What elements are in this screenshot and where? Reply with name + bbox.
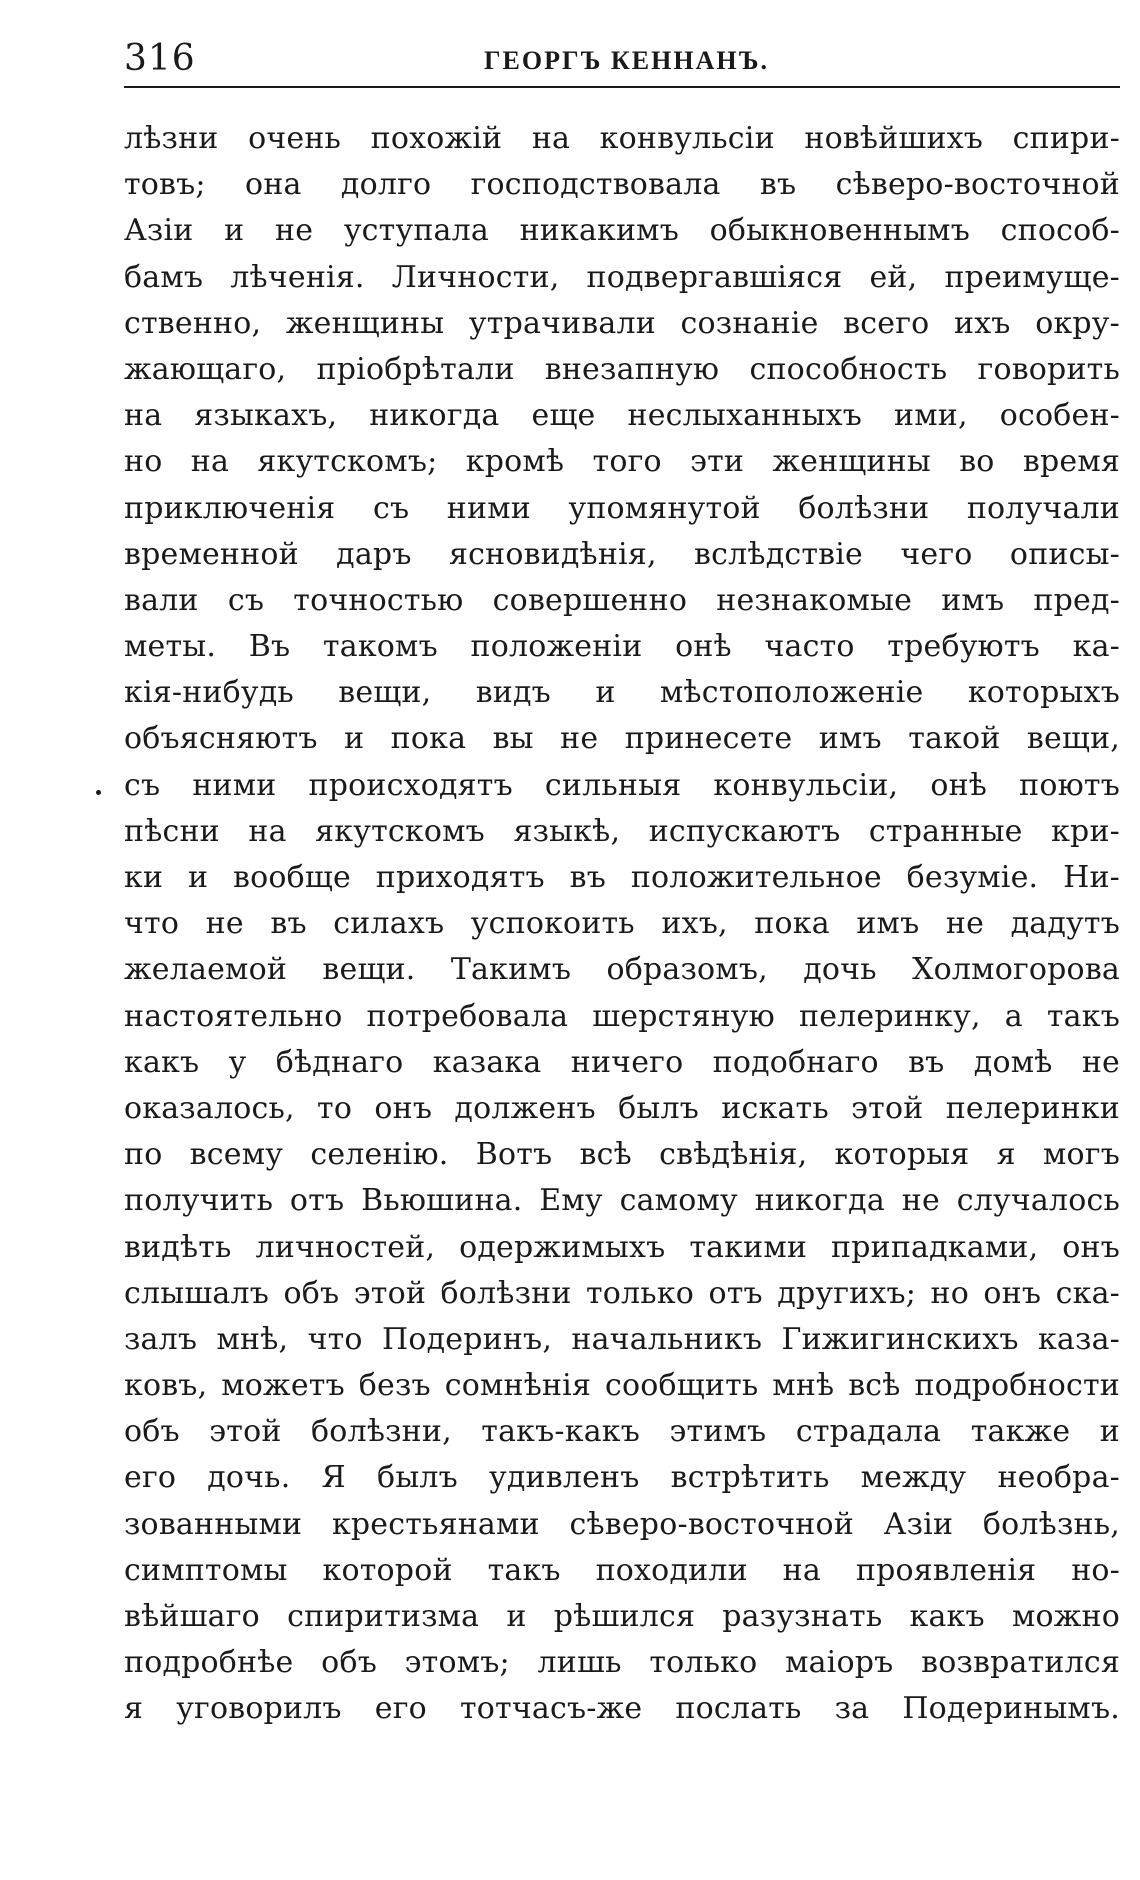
text-line: объ этой болѣзни, такъ-какъ этимъ страдала также и — [124, 1414, 1120, 1450]
text-line: симптомы которой такъ походили на проявленія но- — [124, 1552, 1120, 1588]
text-line: жающаго, пріобрѣтали внезапную способность говорить — [124, 351, 1120, 387]
text-line: по всему селенію. Вотъ всѣ свѣдѣнія, которыя я могъ — [124, 1137, 1120, 1173]
text-line: подробнѣе объ этомъ; лишь только маіоръ возвратился — [124, 1645, 1120, 1681]
text-line: лѣзни очень похожій на конвульсіи новѣйшихъ спири- — [124, 121, 1120, 156]
text-line: залъ мнѣ, что Подеринъ, начальникъ Гижигинскихъ каза- — [124, 1321, 1120, 1357]
text-line: приключенія съ ними упомянутой болѣзни получали — [124, 490, 1120, 526]
text-line: Азіи и не уступала никакимъ обыкновеннымъ способ- — [124, 213, 1120, 249]
text-line: зованными крестьянами сѣверо-восточной Азіи болѣзнь, — [124, 1506, 1120, 1542]
text-line: временной даръ ясновидѣнія, вслѣдствіе чего описы- — [124, 536, 1120, 572]
header-rule — [124, 86, 1120, 88]
text-line: кія-нибудь вещи, видъ и мѣстоположеніе которыхъ — [124, 675, 1120, 711]
text-line: что не въ силахъ успокоить ихъ, пока имъ не дадутъ — [124, 906, 1120, 942]
text-line: объясняютъ и пока вы не принесете имъ такой вещи, — [124, 721, 1120, 757]
page-number: 316 — [124, 38, 196, 79]
text-line: слышалъ объ этой болѣзни только отъ другихъ; но онъ ска- — [124, 1275, 1120, 1311]
text-line: какъ у бѣднаго казака ничего подобнаго въ домѣ не — [124, 1044, 1120, 1080]
text-line: желаемой вещи. Такимъ образомъ, дочь Холмогорова — [124, 952, 1120, 988]
text-line: пѣсни на якутскомъ языкѣ, испускаютъ странные кри- — [124, 813, 1120, 849]
text-line: настоятельно потребовала шерстяную пелеринку, а такъ — [124, 998, 1120, 1034]
text-line: товъ; она долго господствовала въ сѣверо-восточной — [124, 167, 1120, 203]
text-line: но на якутскомъ; кромѣ того эти женщины во время — [124, 444, 1120, 480]
text-line: съ ними происходятъ сильныя конвульсіи, онѣ поютъ — [124, 767, 1120, 803]
body-text — [124, 116, 1120, 1733]
text-line: оказалось, то онъ долженъ былъ искать этой пелеринки — [124, 1090, 1120, 1126]
text-line: его дочь. Я былъ удивленъ встрѣтить между необра- — [124, 1460, 1120, 1496]
text-line: получить отъ Вьюшина. Ему самому никогда не случалось — [124, 1183, 1120, 1219]
text-line: вали съ точностью совершенно незнакомые имъ пред- — [124, 582, 1120, 618]
margin-dot — [96, 790, 101, 795]
text-line: вѣйшаго спиритизма и рѣшился разузнать какъ можно — [124, 1599, 1120, 1634]
text-line: ственно, женщины утрачивали сознаніе всего ихъ окру- — [124, 305, 1120, 341]
page-header — [124, 36, 1120, 82]
text-line: на языкахъ, никогда еще неслыханныхъ ими, особен- — [124, 398, 1120, 434]
text-line: ки и вообще приходятъ въ положительное безуміе. Ни- — [124, 860, 1120, 895]
text-line: меты. Въ такомъ положеніи онѣ часто требуютъ ка- — [124, 629, 1120, 665]
running-title: ГЕОРГЪ КЕННАНЪ. — [484, 46, 769, 75]
text-line: бамъ лѣченія. Личности, подвергавшіяся ей, преимуще- — [124, 259, 1120, 295]
text-line: я уговорилъ его тотчасъ-же послать за Подеринымъ. — [124, 1691, 1120, 1727]
text-line: видѣть личностей, одержимыхъ такими припадками, онъ — [124, 1229, 1120, 1265]
text-line: ковъ, можетъ безъ сомнѣнія сообщить мнѣ всѣ подробности — [124, 1368, 1120, 1404]
